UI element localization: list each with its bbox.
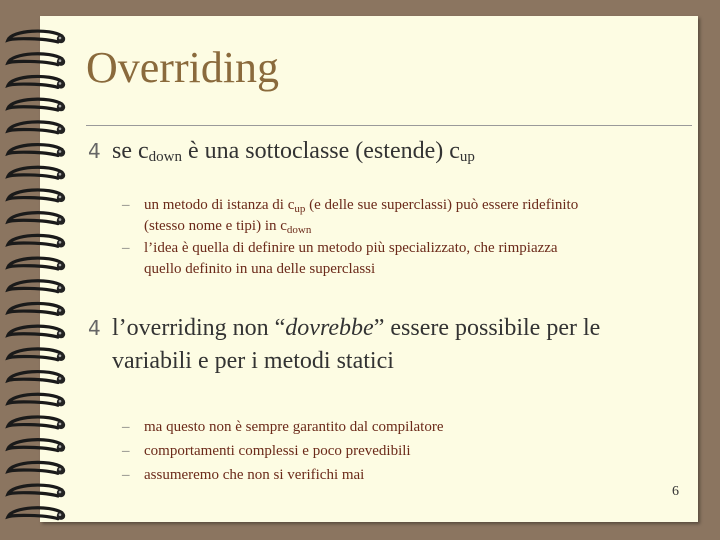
sub-1-subscript-down: down [286, 224, 312, 236]
sub-1-text-b: (e delle sue superclassi) può essere ridefinito [305, 197, 579, 213]
bullet-1 [88, 134, 475, 168]
binding-ring [8, 417, 65, 429]
binding-ring [8, 167, 65, 179]
binding-ring [8, 54, 65, 66]
sub-bullet-5 [122, 465, 364, 486]
page-number: 6 [672, 484, 679, 499]
bullet-1-text-b: è una sottoclasse (estende) c [182, 138, 460, 164]
sub-bullet-3 [122, 417, 444, 438]
binding-ring [8, 99, 65, 111]
binding-ring [8, 76, 65, 88]
binding-ring [8, 394, 65, 406]
bullet-2-text-b: ” essere possibile per le [373, 315, 601, 341]
sub-1-subscript-up: up [294, 203, 306, 215]
binding-ring [8, 213, 65, 225]
bullet-1-subscript-down: down [148, 149, 182, 165]
binding-ring [8, 485, 65, 497]
dash-icon: – [122, 240, 130, 256]
sub-3-text: ma questo non è sempre garantito dal compilatore [144, 419, 444, 435]
binding-ring [8, 462, 65, 474]
bullet-2 [88, 312, 688, 378]
binding-ring [8, 372, 65, 384]
binding-ring [8, 440, 65, 452]
binding-ring [8, 122, 65, 134]
binding-ring [8, 190, 65, 202]
slide-title: Overriding [86, 43, 280, 92]
dash-icon: – [122, 419, 130, 435]
sub-2-text-a: l’idea è quella di definire un metodo più specializzato, che rimpiazza [144, 240, 558, 256]
bullet-1-text-a: se c [112, 138, 149, 164]
binding-ring [8, 235, 65, 247]
sub-1-text-a: un metodo di istanza di c [144, 197, 295, 213]
binding-ring [8, 349, 65, 361]
sub-bullet-4 [122, 441, 411, 462]
sub-4-text: comportamenti complessi e poco prevedibili [144, 443, 411, 459]
binding-ring [8, 303, 65, 315]
sub-bullet-1-line-1 [122, 195, 578, 217]
binding-ring [8, 508, 65, 520]
sub-1-text-c: (stesso nome e tipi) in c [144, 218, 287, 234]
bullet-2-line-1 [88, 312, 688, 345]
binding-ring [8, 145, 65, 157]
sub-bullet-1-line-2 [144, 216, 311, 238]
title-divider [86, 125, 692, 126]
sub-bullet-2-line-2: quello definito in una delle superclassi [144, 261, 376, 277]
spiral-binding-icon [0, 0, 80, 540]
dash-icon: – [122, 443, 130, 459]
sub-5-text: assumeremo che non si verifichi mai [144, 467, 365, 483]
binding-ring [8, 281, 65, 293]
bullet-icon: 4 [88, 139, 101, 163]
bullet-1-subscript-up: up [459, 149, 475, 165]
bullet-2-line-2: variabili e per i metodi statici [112, 348, 394, 374]
dash-icon: – [122, 197, 130, 213]
bullet-icon: 4 [88, 316, 101, 340]
dash-icon: – [122, 467, 130, 483]
binding-ring [8, 31, 65, 43]
binding-ring [8, 326, 65, 338]
binding-ring [8, 258, 65, 270]
sub-bullet-2-line-1 [122, 238, 558, 259]
bullet-2-text-a: l’overriding non “ [112, 315, 286, 341]
bullet-2-emphasis: dovrebbe [285, 315, 374, 341]
